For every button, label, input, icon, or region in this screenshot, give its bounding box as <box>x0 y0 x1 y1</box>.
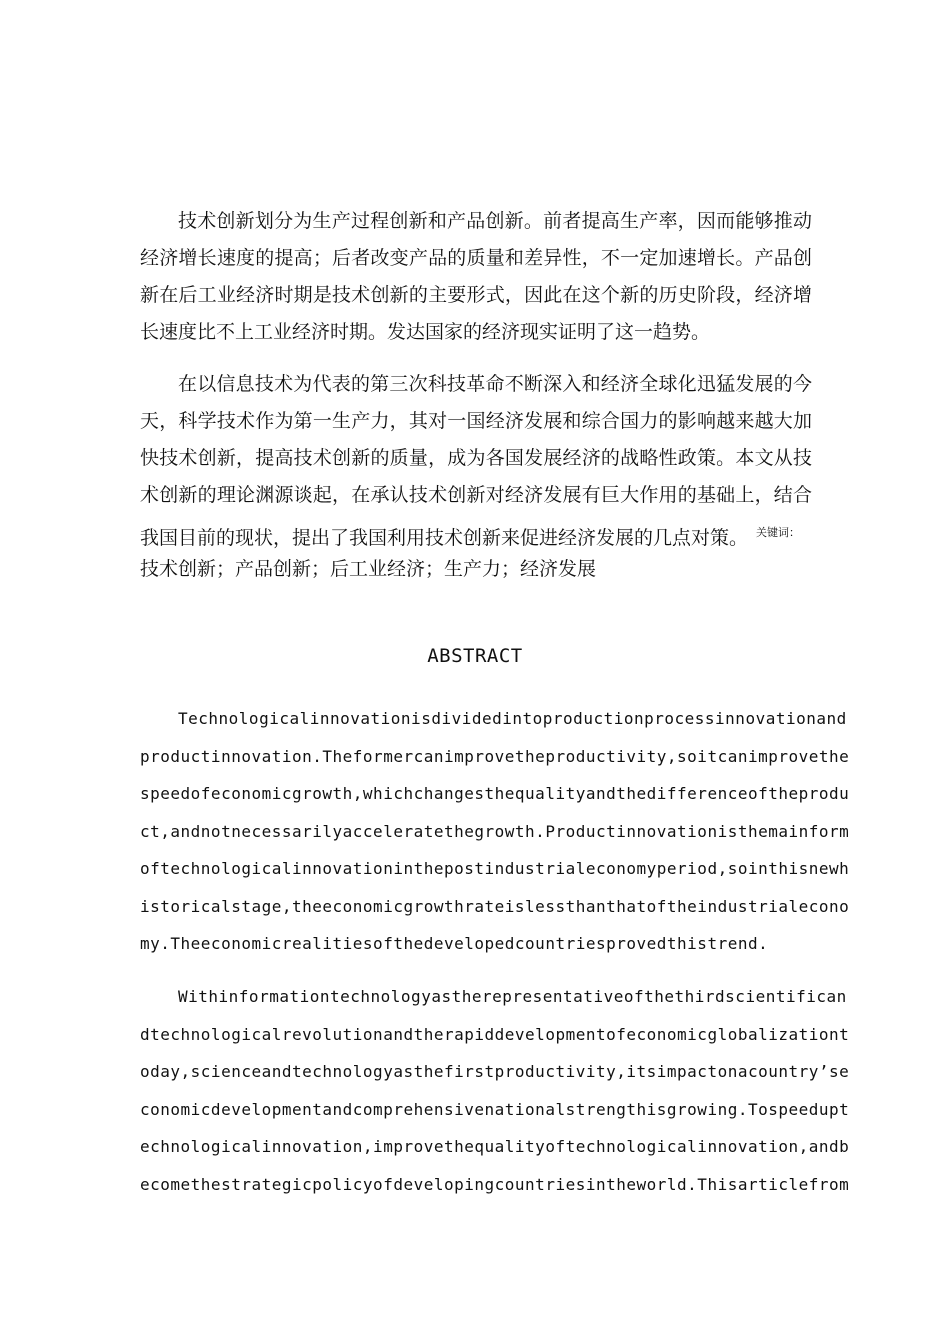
text-line: ecomethestrategicpolicyofdevelopingcountriesintheworld.Thisarticlefrom <box>140 1174 850 1194</box>
text-line: 新在后工业经济时期是技术创新的主要形式，因此在这个新的历史阶段，经济增 <box>140 284 812 306</box>
text-line: conomicdevelopmentandcomprehensivenationalstrengthisgrowing.Tospeedupt <box>140 1099 850 1119</box>
text-line: 快技术创新，提高技术创新的质量，成为各国发展经济的战略性政策。本文从技 <box>140 447 812 469</box>
chinese-abstract-paragraph-1 <box>140 203 812 351</box>
text-line: Technologicalinnovationisdividedintoproductionprocessinnovationand <box>178 709 847 728</box>
text-line: 天，科学技术作为第一生产力，其对一国经济发展和综合国力的影响越来越大加 <box>140 410 812 432</box>
text-line: 在以信息技术为代表的第三次科技革命不断深入和经济全球化迅猛发展的今 <box>178 373 812 395</box>
text-line: Withinformationtechnologyastherepresentativeofthethirdscientifican <box>178 987 847 1006</box>
keywords-line: 技术创新；产品创新；后工业经济；生产力；经济发展 <box>140 558 597 580</box>
text-line: oftechnologicalinnovationinthepostindustrialeconomyperiod,sointhisnewh <box>140 859 850 878</box>
text-line: 术创新的理论渊源谈起，在承认技术创新对经济发展有巨大作用的基础上，结合 <box>140 484 812 506</box>
text-line: echnologicalinnovation,improvethequalityoftechnologicalinnovation,andb <box>140 1137 850 1156</box>
text-line: 经济增长速度的提高；后者改变产品的质量和差异性，不一定加速增长。产品创 <box>140 247 812 269</box>
text-line: oday,scienceandtechnologyasthefirstproductivity,itsimpactonacountry’se <box>140 1062 850 1081</box>
english-abstract-paragraph-1 <box>140 700 850 963</box>
text-line-content: 我国目前的现状，提出了我国利用技术创新来促进经济发展的几点对策。 <box>140 527 749 549</box>
chinese-abstract-paragraph-2 <box>140 366 812 588</box>
text-line: 技术创新划分为生产过程创新和产品创新。前者提高生产率，因而能够推动 <box>178 210 812 232</box>
text-line: 长速度比不上工业经济时期。发达国家的经济现实证明了这一趋势。 <box>140 321 711 343</box>
english-abstract-paragraph-2 <box>140 978 850 1203</box>
text-line: ct,andnotnecessarilyacceleratethegrowth.Productinnovationisthemainform <box>140 821 850 841</box>
abstract-heading: ABSTRACT <box>427 645 523 667</box>
text-line: istoricalstage,theeconomicgrowthrateislessthanthatoftheindustrialecono <box>140 896 850 916</box>
text-line: speedofeconomicgrowth,whichchangesthequalityandthedifferenceoftheprodu <box>140 784 850 803</box>
text-line: dtechnologicalrevolutionandtherapiddevelopmentofeconomicglobalizationt <box>140 1024 850 1044</box>
text-line <box>140 514 812 551</box>
keywords-label: 关键词： <box>756 526 801 539</box>
text-line: productinnovation.Theformercanimprovetheproductivity,soitcanimprovethe <box>140 746 850 766</box>
text-line: my.Theeconomicrealitiesofthedevelopedcountriesprovedthistrend. <box>140 934 769 953</box>
